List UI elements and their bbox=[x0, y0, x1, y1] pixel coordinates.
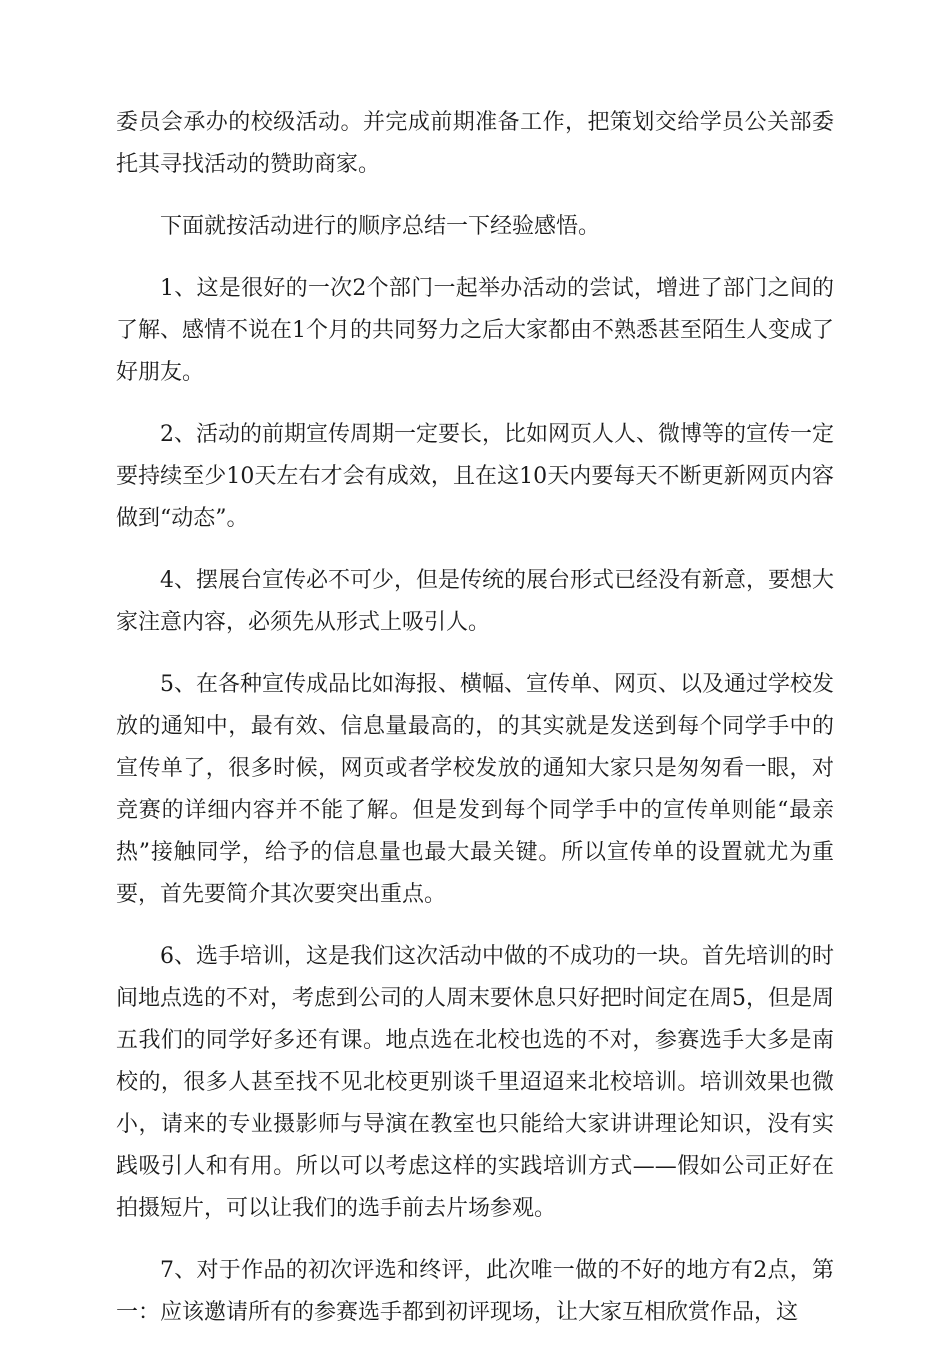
paragraph-item-2: 2、活动的前期宣传周期一定要长，比如网页人人、微博等的宣传一定要持续至少10天左右才会有成效，且在这10天内要每天不断更新网页内容做到“动态”。 bbox=[116, 422, 834, 531]
paragraph-item-1: 1、这是很好的一次2个部门一起举办活动的尝试，增进了部门之间的了解、感情不说在1个月的共同努力之后大家都由不熟悉甚至陌生人变成了好朋友。 bbox=[116, 276, 834, 385]
paragraph-item-4: 4、摆展台宣传必不可少，但是传统的展台形式已经没有新意，要想大家注意内容，必须先从形式上吸引人。 bbox=[116, 568, 834, 635]
paragraph-item-5: 5、在各种宣传成品比如海报、横幅、宣传单、网页、以及通过学校发放的通知中，最有效、信息量最高的，的其实就是发送到每个同学手中的宣传单了，很多时候，网页或者学校发放的通知大家只是匆匆看一眼，对竞赛的详细内容并不能了解。但是发到每个同学手中的宣传单则能“最亲热”接触同学，给予的信息量也最大最关键。所以宣传单的设置就尤为重要，首先要简介其次要突出重点。 bbox=[116, 672, 834, 907]
paragraph-item-6: 6、选手培训，这是我们这次活动中做的不成功的一块。首先培训的时间地点选的不对，考虑到公司的人周末要休息只好把时间定在周5，但是周五我们的同学好多还有课。地点选在北校也选的不对，参赛选手大多是南校的，很多人甚至找不见北校更别谈千里迢迢来北校培训。培训效果也微小，请来的专业摄影师与导演在教室也只能给大家讲讲理论知识，没有实践吸引人和有用。所以可以考虑这样的实践培训方式——假如公司正好在拍摄短片，可以让我们的选手前去片场参观。 bbox=[116, 944, 834, 1221]
paragraph-item-7: 7、对于作品的初次评选和终评，此次唯一做的不好的地方有2点，第一：应该邀请所有的参赛选手都到初评现场，让大家互相欣赏作品，这 bbox=[116, 1258, 834, 1325]
paragraph-intro: 下面就按活动进行的顺序总结一下经验感悟。 bbox=[160, 214, 601, 239]
document-body bbox=[116, 102, 834, 1354]
paragraph-continuation: 委员会承办的校级活动。并完成前期准备工作，把策划交给学员公关部委托其寻找活动的赞助商家。 bbox=[116, 110, 834, 177]
